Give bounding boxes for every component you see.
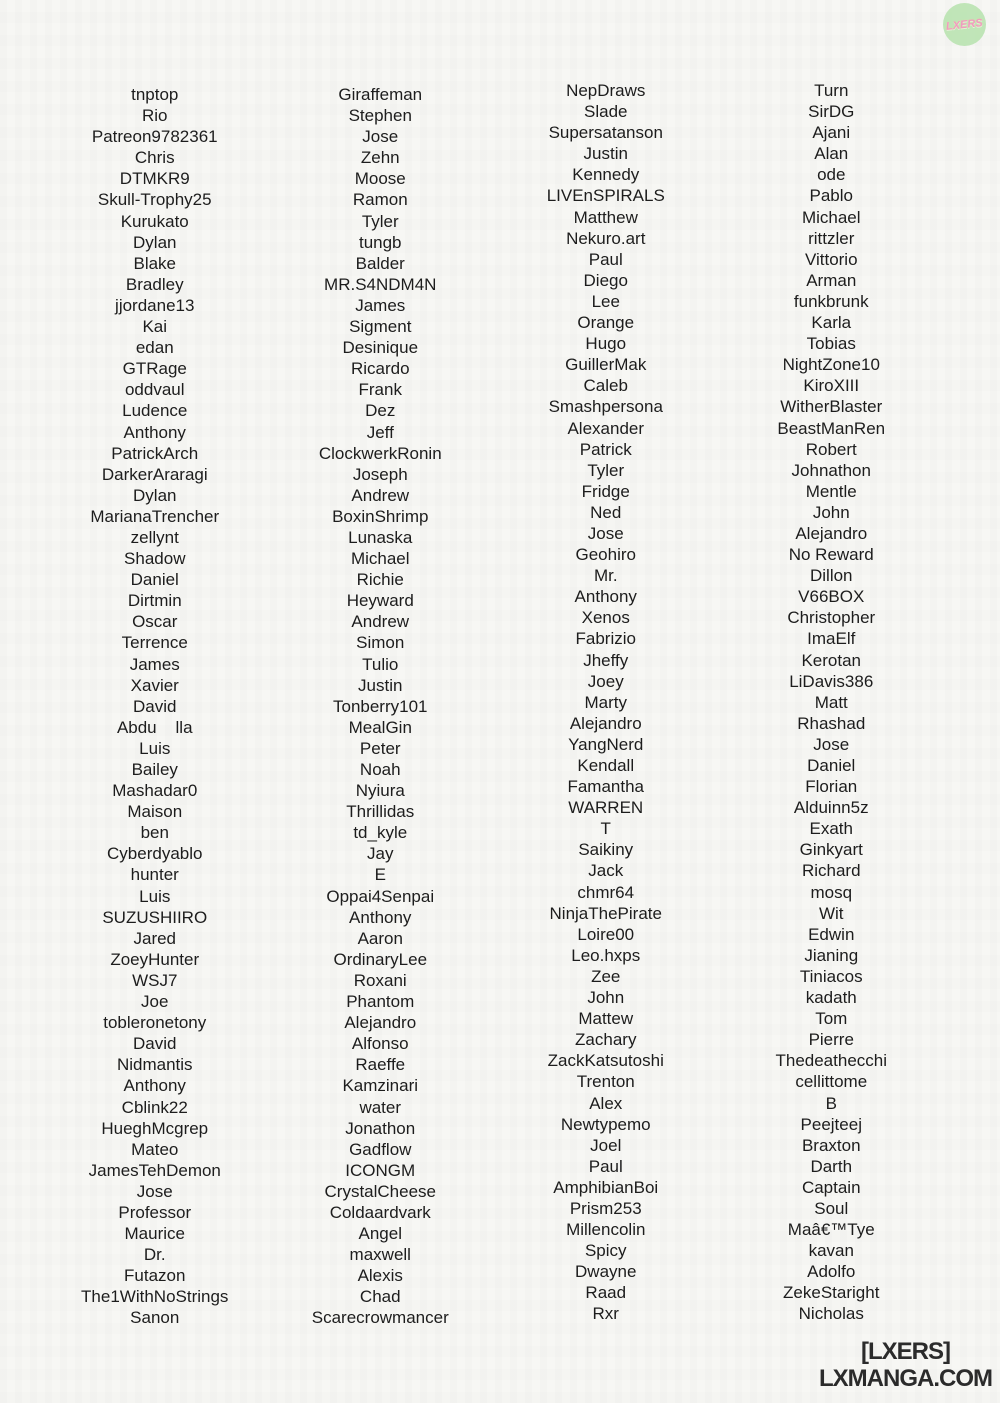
credit-name: Daniel: [130, 570, 179, 590]
credit-name: Vittorio: [804, 249, 858, 269]
credit-name: Maâ€™Tye: [787, 1220, 875, 1240]
credit-name: ImaElf: [807, 629, 856, 649]
credit-name: Adolfo: [807, 1262, 856, 1282]
credit-name: Lunaska: [348, 527, 413, 547]
credit-name: Mateo: [131, 1139, 179, 1159]
credit-name: Ramon: [352, 190, 408, 210]
credit-name: Alan: [814, 144, 849, 164]
credit-name: GuillerMak: [565, 355, 647, 375]
credit-name: Joseph: [352, 464, 408, 484]
credit-name: Dwayne: [575, 1262, 637, 1282]
credit-name: Millencolin: [566, 1220, 646, 1240]
credit-name: tobleronetony: [103, 1013, 207, 1033]
credits-column-4: [719, 0, 945, 1329]
credit-name: Sanon: [130, 1308, 180, 1328]
credit-name: hunter: [130, 865, 179, 885]
credit-name: CrystalCheese: [324, 1181, 436, 1201]
credit-name: oddvaul: [124, 380, 185, 400]
credit-name: edan: [135, 338, 174, 358]
credit-name: Fridge: [581, 481, 630, 501]
credit-name: Rxr: [592, 1304, 619, 1324]
credit-name: Geohiro: [575, 545, 636, 565]
credit-name: Tom: [815, 1009, 848, 1029]
credit-name: Jose: [813, 734, 850, 754]
credit-name: Caleb: [583, 376, 628, 396]
credit-name: No Reward: [788, 545, 874, 565]
credit-name: ICONGM: [345, 1160, 416, 1180]
credit-name: Tulio: [362, 654, 399, 674]
credit-name: Joey: [587, 671, 624, 691]
credit-name: Alexander: [567, 418, 645, 438]
credit-name: Jianing: [804, 945, 859, 965]
credit-name: Darth: [810, 1156, 853, 1176]
credit-name: Chris: [134, 148, 175, 168]
credit-name: Cblink22: [121, 1097, 188, 1117]
credit-name: Alexis: [357, 1266, 403, 1286]
site-logo-domain: LXMANGA.COM: [819, 1365, 992, 1392]
credit-name: Dr.: [143, 1245, 166, 1265]
credit-name: HueghMcgrep: [101, 1118, 209, 1138]
credit-name: Chad: [359, 1287, 401, 1307]
credit-name: Paul: [588, 249, 623, 269]
credit-name: ode: [817, 165, 846, 185]
credit-name: Raeffe: [355, 1055, 406, 1075]
credit-name: Stephen: [348, 106, 412, 126]
credit-name: GTRage: [122, 359, 187, 379]
credit-name: B: [825, 1093, 837, 1113]
credit-name: Alejandro: [795, 523, 868, 543]
credit-name: Paul: [588, 1156, 623, 1176]
credit-name: James: [129, 654, 180, 674]
credit-name: Peejteej: [800, 1114, 862, 1134]
credit-name: Zachary: [575, 1030, 637, 1050]
credit-name: Andrew: [351, 612, 410, 632]
credit-name: Marty: [584, 692, 627, 712]
credit-name: John: [587, 988, 625, 1008]
credit-name: Skull-Trophy25: [97, 190, 212, 210]
credit-name: Exath: [809, 819, 853, 839]
credit-name: chmr64: [577, 882, 635, 902]
credit-name: MealGin: [348, 717, 412, 737]
credit-name: Tonberry101: [332, 696, 428, 716]
credit-name: WARREN: [568, 798, 644, 818]
credit-name: rittzler: [808, 228, 855, 248]
credit-name: Newtypemo: [560, 1114, 651, 1134]
credit-name: Bradley: [125, 274, 184, 294]
credit-name: Michael: [350, 549, 410, 569]
credits-column-3: [493, 0, 719, 1329]
credit-name: funkbrunk: [793, 291, 869, 311]
credit-name: Rio: [141, 106, 168, 126]
credit-name: Orange: [577, 313, 635, 333]
credit-name: Professor: [118, 1202, 192, 1222]
credit-name: Joel: [590, 1135, 622, 1155]
credit-name: WSJ7: [132, 970, 178, 990]
credit-name: V66BOX: [798, 587, 865, 607]
credit-name: Dylan: [133, 485, 177, 505]
credit-name: Desinique: [342, 338, 419, 358]
credit-name: Peter: [359, 738, 401, 758]
credit-name: Ricardo: [350, 359, 410, 379]
credit-name: Jonathon: [345, 1118, 416, 1138]
credit-name: ZackKatsutoshi: [547, 1051, 664, 1071]
credit-name: The1WithNoStrings: [81, 1287, 229, 1307]
credit-name: Moose: [354, 169, 406, 189]
credit-name: Kendall: [577, 756, 635, 775]
credit-name: Turn: [814, 81, 849, 100]
credit-name: Fabrizio: [575, 629, 636, 649]
credit-name: Oscar: [132, 612, 178, 632]
credit-name: JamesTehDemon: [88, 1160, 221, 1180]
credit-name: water: [359, 1097, 402, 1117]
credit-name: tungb: [358, 232, 402, 252]
credit-name: mosq: [810, 882, 853, 902]
credit-name: Christopher: [787, 608, 876, 628]
credits-column-1: [42, 0, 268, 1329]
credit-name: Leo.hxps: [571, 945, 641, 965]
credit-name: Kennedy: [572, 165, 640, 185]
credit-name: Rhashad: [797, 713, 866, 733]
credit-name: Jay: [367, 844, 394, 864]
credit-name: Spicy: [584, 1241, 627, 1261]
credit-name: Captain: [801, 1177, 861, 1197]
credit-name: MR.S4NDM4N: [324, 274, 437, 294]
credit-name: Justin: [358, 675, 403, 695]
credit-name: ZekeStaright: [783, 1283, 880, 1303]
credit-name: Raad: [585, 1283, 627, 1303]
credit-name: Pierre: [808, 1030, 854, 1050]
credit-name: Aaron: [357, 928, 403, 948]
credits-list: [42, 0, 944, 1329]
credit-name: Anthony: [123, 1076, 186, 1096]
credit-name: Coldaardvark: [329, 1202, 431, 1222]
credit-name: Simon: [356, 633, 405, 653]
credit-name: Thrillidas: [346, 802, 415, 822]
credit-name: Patreon9782361: [91, 127, 218, 147]
credit-name: AmphibianBoi: [553, 1177, 659, 1197]
credit-name: Bailey: [131, 760, 178, 779]
credit-name: Abdu lla: [116, 717, 193, 737]
credit-name: Ginkyart: [799, 840, 863, 860]
credit-name: LIVEnSPIRALS: [546, 186, 665, 206]
credit-name: Diego: [583, 270, 628, 290]
credit-name: Saikiny: [578, 840, 634, 860]
credit-name: ZoeyHunter: [110, 949, 200, 969]
credit-name: Alduinn5z: [793, 798, 869, 818]
lxers-stamp: [943, 3, 986, 46]
credit-name: YangNerd: [568, 734, 644, 754]
credit-name: LiDavis386: [789, 671, 874, 691]
credit-name: Maurice: [124, 1224, 185, 1244]
credit-name: NightZone10: [782, 355, 880, 375]
credit-name: Matt: [814, 692, 848, 712]
credit-name: Richie: [356, 570, 404, 590]
credit-name: Florian: [805, 777, 858, 797]
credit-name: Maison: [127, 802, 183, 822]
credit-name: Trenton: [576, 1072, 635, 1092]
credit-name: Heyward: [346, 591, 414, 611]
site-logo: [819, 1339, 992, 1392]
credit-name: Dillon: [809, 566, 853, 586]
credit-name: Supersatanson: [548, 123, 663, 143]
credit-name: Loire00: [577, 924, 635, 944]
credit-name: Jeff: [366, 422, 394, 442]
credit-name: td_kyle: [353, 823, 408, 843]
credit-name: Giraffeman: [338, 85, 423, 104]
credit-name: NinjaThePirate: [549, 903, 662, 923]
credit-name: zellynt: [130, 527, 179, 547]
credit-name: Dirtmin: [127, 591, 182, 611]
credit-name: Johnathon: [791, 460, 871, 480]
credit-name: Robert: [805, 439, 857, 459]
credit-name: Thedeathecchi: [775, 1051, 888, 1071]
credit-name: Famantha: [567, 777, 645, 797]
credit-name: jjordane13: [115, 295, 195, 315]
credit-name: Phantom: [346, 992, 415, 1012]
credit-name: David: [133, 696, 177, 716]
credit-name: ben: [140, 823, 169, 843]
credit-name: Anthony: [574, 587, 637, 607]
credit-name: Alex: [589, 1093, 623, 1113]
credit-name: Daniel: [807, 756, 856, 775]
credit-name: Gadflow: [349, 1139, 412, 1159]
credit-name: Dez: [365, 401, 396, 421]
credit-name: Shadow: [124, 549, 186, 569]
credit-name: Hugo: [585, 334, 627, 354]
credit-name: cellittome: [795, 1072, 868, 1092]
credit-name: Tobias: [806, 334, 856, 354]
credit-name: Mentle: [805, 481, 857, 501]
lxers-stamp-label: LXERS: [945, 16, 984, 33]
credit-name: Nekuro.art: [566, 228, 646, 248]
credit-name: Balder: [355, 253, 405, 273]
credit-name: Jack: [588, 861, 624, 881]
credit-name: Nicholas: [798, 1304, 864, 1324]
credit-name: DTMKR9: [119, 169, 190, 189]
credit-name: NepDraws: [566, 81, 646, 100]
credit-name: Richard: [801, 861, 861, 881]
credit-name: Joe: [141, 992, 169, 1012]
credit-name: Arman: [806, 270, 857, 290]
credit-name: Mattew: [578, 1009, 634, 1029]
credit-name: DarkerAraragi: [101, 464, 208, 484]
credit-name: Jared: [133, 928, 177, 948]
credit-name: BoxinShrimp: [332, 506, 429, 526]
credit-name: OrdinaryLee: [333, 949, 428, 969]
credit-name: KiroXIII: [803, 376, 860, 396]
credit-name: SUZUSHIIRO: [102, 907, 208, 927]
credit-name: Michael: [801, 207, 861, 227]
credit-name: Lee: [591, 291, 620, 311]
site-logo-name: [LXERS]: [861, 1338, 950, 1365]
credit-name: Roxani: [353, 970, 407, 990]
credits-column-2: [268, 0, 494, 1329]
credit-name: Braxton: [801, 1135, 861, 1155]
credit-name: PatrickArch: [111, 443, 199, 463]
credit-name: Ned: [590, 502, 622, 522]
credit-name: Anthony: [123, 422, 186, 442]
credit-name: Prism253: [569, 1198, 642, 1218]
credit-name: Tyler: [361, 211, 399, 231]
credit-name: James: [355, 295, 406, 315]
credit-name: Mashadar0: [112, 781, 198, 801]
credit-name: Justin: [583, 144, 628, 164]
credit-name: Kamzinari: [342, 1076, 419, 1096]
credit-name: Mr.: [593, 566, 618, 586]
credit-name: Jose: [362, 127, 399, 147]
credit-name: ClockwerkRonin: [318, 443, 442, 463]
credit-name: MarianaTrencher: [90, 506, 220, 526]
credit-name: Smashpersona: [548, 397, 663, 417]
credit-name: kadath: [805, 988, 857, 1008]
credit-name: T: [600, 819, 611, 839]
credit-name: Frank: [358, 380, 402, 400]
credit-name: SirDG: [808, 102, 855, 122]
credit-name: Xavier: [130, 675, 179, 695]
credit-name: E: [374, 865, 386, 885]
credit-name: Zee: [591, 966, 621, 986]
credit-name: Nidmantis: [116, 1055, 193, 1075]
credit-name: Patrick: [579, 439, 632, 459]
credit-name: Oppai4Senpai: [326, 886, 435, 906]
credit-name: kavan: [808, 1241, 854, 1261]
credit-name: Ajani: [812, 123, 851, 143]
credit-name: Wit: [818, 903, 844, 923]
credit-name: Kerotan: [801, 650, 862, 670]
credit-name: Zehn: [360, 148, 400, 168]
credit-name: Noah: [359, 760, 401, 779]
credit-name: Nyiura: [355, 781, 405, 801]
credit-name: Andrew: [351, 485, 410, 505]
credit-name: Cyberdyablo: [107, 844, 203, 864]
credit-name: BeastManRen: [777, 418, 886, 438]
credit-name: Dylan: [133, 232, 177, 252]
credit-name: Scarecrowmancer: [311, 1308, 449, 1328]
credit-name: John: [812, 502, 850, 522]
credit-name: Xenos: [581, 608, 630, 628]
credit-name: Luis: [139, 738, 171, 758]
credit-name: tnptop: [131, 85, 179, 104]
credit-name: Tiniacos: [799, 966, 863, 986]
credit-name: Terrence: [121, 633, 188, 653]
credit-name: Kurukato: [120, 211, 189, 231]
credit-name: Jheffy: [583, 650, 629, 670]
credit-name: Slade: [584, 102, 628, 122]
credit-name: Kai: [142, 317, 168, 337]
credit-name: Pablo: [809, 186, 853, 206]
credit-name: Blake: [133, 253, 177, 273]
credit-name: Anthony: [349, 907, 412, 927]
credit-name: Sigment: [349, 317, 412, 337]
credit-name: Futazon: [124, 1266, 186, 1286]
credit-name: Edwin: [808, 924, 855, 944]
credit-name: Soul: [814, 1198, 849, 1218]
credit-name: Alejandro: [344, 1013, 417, 1033]
credit-name: David: [133, 1034, 177, 1054]
credit-name: Luis: [139, 886, 171, 906]
credit-name: Alejandro: [569, 713, 642, 733]
credit-name: Karla: [811, 313, 852, 333]
credit-name: Alfonso: [351, 1034, 409, 1054]
credit-name: Matthew: [573, 207, 638, 227]
credit-name: Tyler: [587, 460, 625, 480]
credit-name: Ludence: [122, 401, 188, 421]
credit-name: Jose: [136, 1181, 173, 1201]
credit-name: WitherBlaster: [780, 397, 883, 417]
credit-name: maxwell: [349, 1245, 411, 1265]
credit-name: Jose: [587, 523, 624, 543]
credit-name: Angel: [358, 1224, 402, 1244]
